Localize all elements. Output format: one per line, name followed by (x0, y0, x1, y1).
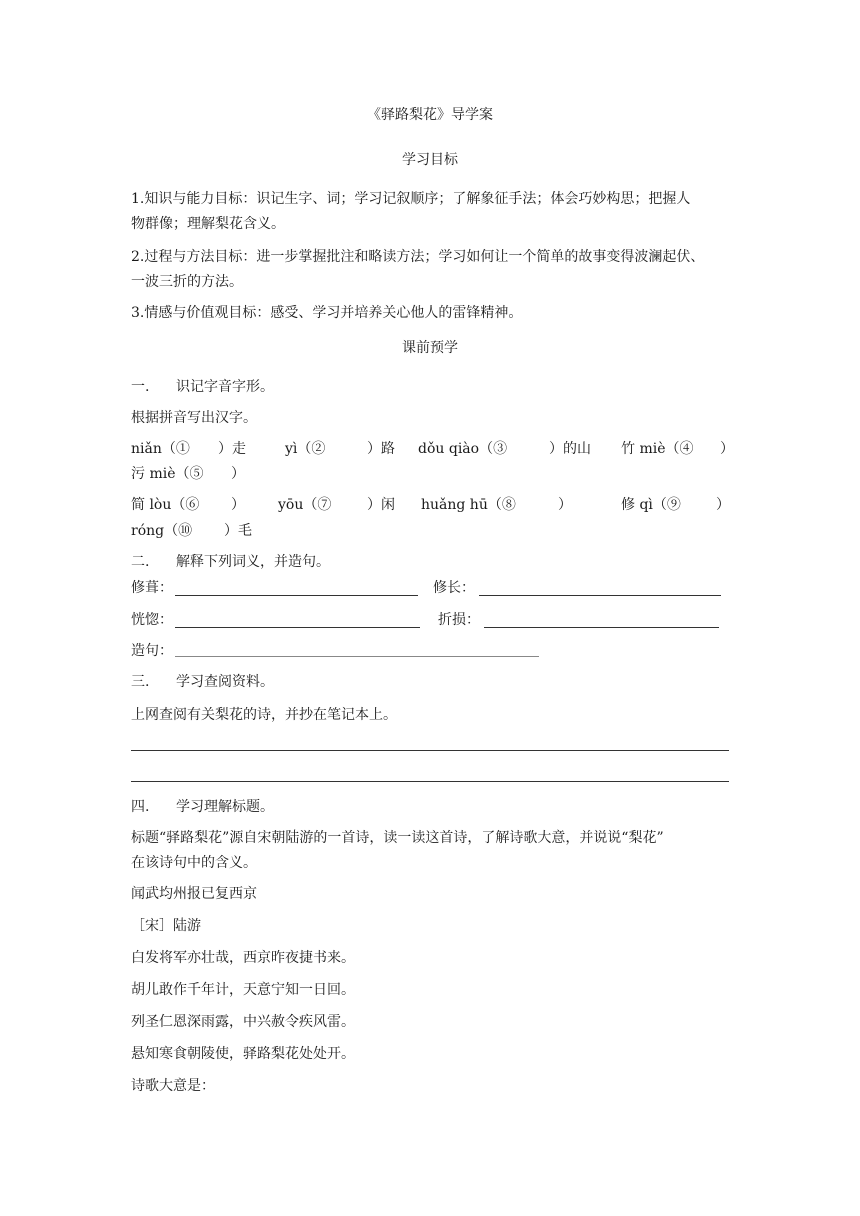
part4-desc-line-2: 在该诗句中的含义。 (131, 855, 257, 871)
poem-line-3: 列圣仁恩深雨露，中兴赦令疾风雷。 (131, 1014, 355, 1030)
part1-number: 一. (131, 379, 150, 395)
goal-2-line-1: 2.过程与方法目标：进一步掌握批注和略读方法；学习如何让一个简单的故事变得波澜起伏、 (131, 249, 705, 265)
pinyin-blank-1: niǎn（① (131, 441, 190, 457)
part3-number: 三. (131, 674, 150, 690)
part1-instruction: 根据拼音写出汉字。 (131, 410, 257, 426)
pinyin-blank-9: 修 qì（⑨ (621, 497, 681, 513)
pinyin-blank-3-end: ）的山 (549, 441, 591, 457)
pinyin-blank-8-end: ） (558, 497, 572, 513)
pinyin-blank-2-end: ）路 (367, 441, 395, 457)
pinyin-blank-6-label: 简 lòu（⑥ (131, 497, 200, 513)
sentence-answer-line[interactable] (175, 656, 539, 657)
pinyin-blank-7-end: ）闲 (367, 497, 395, 513)
pinyin-blank-8: huǎng hū（⑧ (421, 497, 516, 513)
goal-1-line-2: 物群像；理解梨花含义。 (131, 216, 285, 232)
poem-line-1: 白发将军亦壮哉，西京昨夜捷书来。 (131, 950, 355, 966)
pinyin-blank-10: róng（⑩ (131, 523, 193, 539)
poem-line-2: 胡儿敢作千年计，天意宁知一日回。 (131, 982, 355, 998)
pinyin-blank-9-end: ） (716, 497, 730, 513)
goal-2-line-2: 一波三折的方法。 (131, 274, 243, 290)
part2-heading: 解释下列词义，并造句。 (176, 554, 330, 570)
pinyin-blank-3: dǒu qiào（③ (418, 441, 508, 457)
document-title: 《驿路梨花》导学案 (367, 107, 493, 123)
poem-meaning-label: 诗歌大意是： (131, 1078, 215, 1094)
part2-number: 二. (131, 554, 150, 570)
notes-line-2[interactable] (131, 781, 729, 782)
part3-instruction: 上网查阅有关梨花的诗，并抄在笔记本上。 (131, 707, 397, 723)
part1-heading: 识记字音字形。 (176, 379, 274, 395)
pinyin-blank-10-end: ）毛 (224, 523, 252, 539)
pinyin-blank-4-end: ） (720, 441, 734, 457)
pinyin-blank-1-end: ）走 (218, 441, 246, 457)
goal-3: 3.情感与价值观目标：感受、学习并培养关心他人的雷锋精神。 (131, 305, 523, 321)
part4-number: 四. (131, 799, 150, 815)
word-answer-line-4[interactable] (484, 627, 719, 628)
part4-heading: 学习理解标题。 (176, 799, 274, 815)
poem-author: ［宋］陆游 (131, 918, 201, 934)
pinyin-blank-7: yōu（⑦ (278, 497, 332, 513)
word-label-4: 折损： (438, 612, 480, 628)
word-label-2: 修长： (433, 580, 475, 596)
part3-heading: 学习查阅资料。 (176, 674, 274, 690)
pinyin-blank-5-end: ） (231, 466, 245, 482)
section-heading-preview: 课前预学 (402, 340, 458, 356)
word-answer-line-2[interactable] (479, 595, 721, 596)
notes-line-1[interactable] (131, 750, 729, 751)
word-answer-line-3[interactable] (175, 627, 420, 628)
word-answer-line-1[interactable] (175, 595, 418, 596)
poem-title: 闻武均州报已复西京 (131, 886, 257, 902)
part4-desc-line-1: 标题“驿路梨花”源自宋朝陆游的一首诗，读一读这首诗，了解诗歌大意，并说说“梨花” (131, 830, 664, 846)
section-heading-goals: 学习目标 (402, 152, 458, 168)
poem-line-4: 悬知寒食朝陵使，驿路梨花处处开。 (131, 1046, 355, 1062)
goal-1-line-1: 1.知识与能力目标：识记生字、词；学习记叙顺序；了解象征手法；体会巧妙构思；把握人 (131, 191, 691, 207)
word-label-1: 修葺： (131, 580, 173, 596)
word-label-3: 恍惚： (131, 612, 173, 628)
pinyin-blank-4: 竹 miè（④ (621, 441, 694, 457)
sentence-label: 造句： (131, 643, 173, 659)
pinyin-blank-2: yì（② (285, 441, 326, 457)
pinyin-blank-5: 污 miè（⑤ (131, 466, 204, 482)
pinyin-blank-6-end: ） (231, 497, 245, 513)
